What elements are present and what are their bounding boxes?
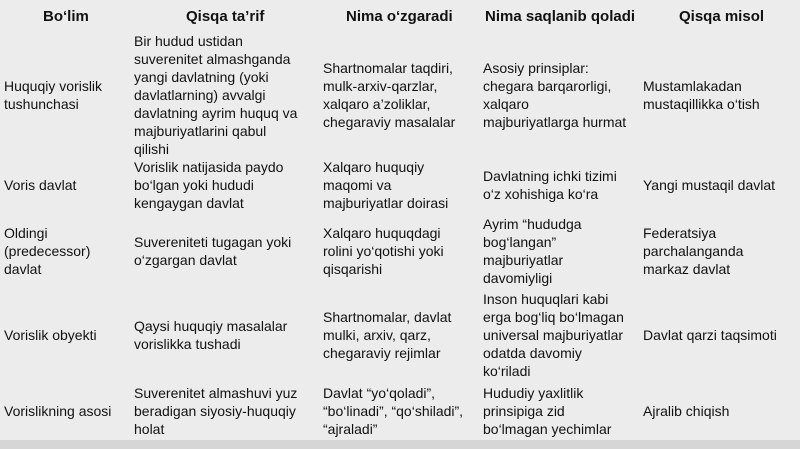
cell-preserved: Ayrim “hududga bog‘langan” majburiyatlar davomiyligi <box>483 216 582 286</box>
table-header <box>0 0 800 34</box>
cell-changes: Davlat “yo‘qoladi”, “bo‘linadi”, “qo‘shiladi”, “ajraladi” <box>323 385 464 437</box>
header-definition: Qisqa ta’rif <box>186 8 265 25</box>
cell-preserved: Hududiy yaxlitlik prinsipiga zid bo‘lmagan yechimlar <box>483 385 612 437</box>
cell-example: Yangi mustaqil davlat <box>643 177 776 193</box>
table-row <box>0 214 800 288</box>
bottom-strip <box>0 440 800 449</box>
header-changes: Nima o‘zgaradi <box>346 8 453 25</box>
cell-changes: Shartnomalar taqdiri, mulk-arxiv-qarzlar, xalqaro a’zoliklar, chegaraviy masalalar <box>323 60 456 130</box>
cell-definition: Bir hudud ustidan suverenitet almashganda yangi davlatning (yoki davlatlarning) avvalgi davlatning ayrim huquq va majburiyatlarini qabul qilishi <box>134 33 298 157</box>
cell-definition: Suvereniteti tugagan yoki o‘zgargan davlat <box>134 234 292 268</box>
cell-preserved: Davlatning ichki tizimi o‘z xohishiga ko‘ra <box>483 168 617 202</box>
table-row <box>0 382 800 440</box>
cell-definition: Vorislik natijasida paydo bo‘lgan yoki hududi kengaygan davlat <box>134 159 284 211</box>
cell-section: Oldingi (predecessor) davlat <box>4 225 91 277</box>
cell-changes: Shartnomalar, davlat mulki, arxiv, qarz, chegaraviy rejimlar <box>323 309 452 361</box>
header-preserved: Nima saqlanib qoladi <box>485 8 636 25</box>
cell-section: Voris davlat <box>4 177 77 193</box>
header-example: Qisqa misol <box>679 8 765 25</box>
cell-section: Vorislik obyekti <box>4 327 97 343</box>
cell-changes: Xalqaro huquqdagi rolini yo‘qotishi yoki qisqarishi <box>323 225 444 277</box>
table-row <box>0 34 800 156</box>
header-section: Bo‘lim <box>43 8 89 25</box>
table-row <box>0 288 800 382</box>
cell-example: Davlat qarzi taqsimoti <box>643 327 777 343</box>
cell-preserved: Asosiy prinsiplar: chegara barqarorligi, xalqaro majburiyatlarga hurmat <box>483 60 627 130</box>
cell-changes: Xalqaro huquqiy maqomi va majburiyatlar doirasi <box>323 159 449 211</box>
table-row <box>0 156 800 214</box>
cell-example: Mustamlakadan mustaqillikka o‘tish <box>643 78 760 112</box>
cell-section: Vorislikning asosi <box>4 403 112 419</box>
cell-definition: Qaysi huquqiy masalalar vorislikka tushadi <box>134 318 288 352</box>
cell-preserved: Inson huquqlari kabi erga bog‘liq bo‘lmagan universal majburiyatlar odatda davomiy ko‘riladi <box>483 291 624 379</box>
cell-example: Ajralib chiqish <box>643 403 730 419</box>
cell-definition: Suverenitet almashuvi yuz beradigan siyosiy-huquqiy holat <box>134 385 298 437</box>
cell-section: Huquqiy vorislik tushunchasi <box>4 78 103 112</box>
cell-example: Federatsiya parchalanganda markaz davlat <box>643 225 744 277</box>
